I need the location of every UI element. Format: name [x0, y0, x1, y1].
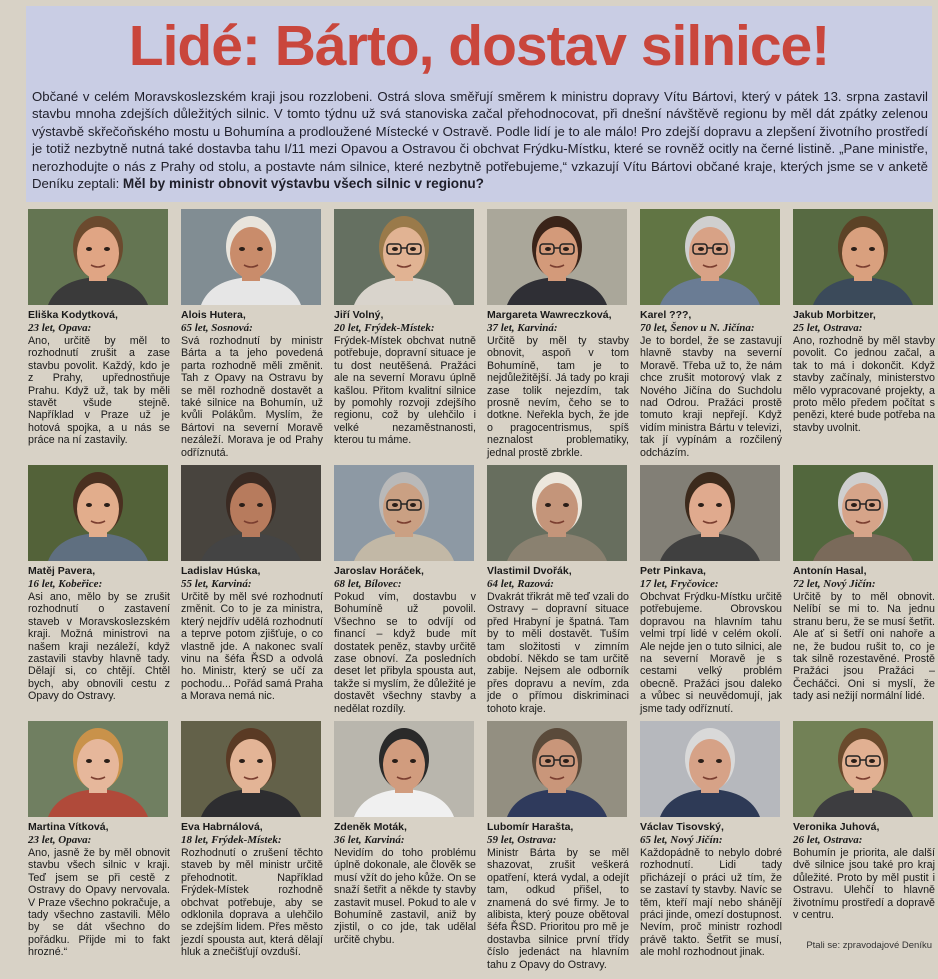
- person-photo: [181, 465, 321, 561]
- person-age-place: 25 let, Ostrava:: [793, 322, 863, 334]
- article-header: [26, 6, 932, 202]
- person-answer: Nevidím do toho problému úplně dokonale, ale člověk se musí vžít do jeho kůže. On se snaží šetřit a někde ty stavby zastavit musel. Pokud to ale v Bohumíně zastavil, aniž by zjistil, o co jde, tak udělal určitě chybu.: [334, 847, 476, 946]
- person-age-place: 23 let, Opava:: [28, 322, 92, 334]
- person-answer: Svá rozhodnutí by ministr Bárta a ta jeho povedená parta rozhodně měli změnit. Tah z Opavy na Ostravu by se měl rozhodně dostavět a také silnice na Bohumín, už kvůli Polákům. Myslím, že Bártovi na severní Moravě nezáleží. Morava je od Prahy odříznutá.: [181, 335, 323, 459]
- person-name: Matěj Pavera,: [28, 565, 96, 577]
- person-name: Eva Habrnálová,: [181, 821, 263, 833]
- person-age-place: 72 let, Nový Jičín:: [793, 578, 876, 590]
- person-photo: [487, 721, 627, 817]
- person-age-place: 36 let, Karviná:: [334, 834, 405, 846]
- person-name: Jakub Morbitzer,: [793, 309, 876, 321]
- person-age-place: 64 let, Razová:: [487, 578, 554, 590]
- person-name: Veronika Juhová,: [793, 821, 880, 833]
- person-name: Eliška Kodytková,: [28, 309, 118, 321]
- person-photo: [28, 465, 168, 561]
- person-age-place: 68 let, Bílovec:: [334, 578, 402, 590]
- person-name: Zdeněk Moták,: [334, 821, 407, 833]
- person-answer: Ano, jasně že by měl obnovit stavbu všech silnic v kraji. Teď jsem se při cestě z Ostravy do Opavy nervovala. V Praze všechno pokračuje, a tady všechno zastavili. Mělo by se dát všechno do pořádku. Přijde mi to fakt hrozné.“: [28, 847, 170, 959]
- person-photo: [28, 721, 168, 817]
- person-name: Václav Tisovský,: [640, 821, 724, 833]
- person-age-place: 18 let, Frýdek-Místek:: [181, 834, 282, 846]
- person-photo: [793, 209, 933, 305]
- person-name: Antonín Hasal,: [793, 565, 867, 577]
- person-age-place: 20 let, Frýdek-Místek:: [334, 322, 435, 334]
- person-photo: [181, 209, 321, 305]
- person-name: Margareta Wawreczková,: [487, 309, 612, 321]
- person-age-place: 16 let, Kobeřice:: [28, 578, 103, 590]
- person-name: Petr Pinkava,: [640, 565, 706, 577]
- person-age-place: 70 let, Šenov u N. Jičína:: [640, 322, 755, 334]
- person-name: Alois Hutera,: [181, 309, 246, 321]
- person-answer: Rozhodnutí o zrušení těchto staveb by měl ministr určitě přehodnotit. Například Frýdek-Místek rozhodně obchvat potřebuje, aby se odklonila doprava a ulehčilo se zdejším lidem. Přes město jezdí spousta aut, která dělají hluk a znečišťují ovzduší.: [181, 847, 323, 959]
- person-age-place: 37 let, Karviná:: [487, 322, 558, 334]
- person-answer: Určitě by měl své rozhodnutí změnit. Co to je za ministra, který nejdřív udělá rozhodnutí a teprve potom zjišťuje, o co vlastně jde. A nakonec svalí vinu na šéfa ŘSD a odvolá ho. Ministr, který se učí za pochodu... Pořád samá Praha a Morava nemá nic.: [181, 591, 323, 703]
- person-age-place: 65 let, Nový Jičín:: [640, 834, 723, 846]
- person-photo: [640, 465, 780, 561]
- person-answer: Dvakrát třikrát mě teď vzali do Ostravy – dopravní situace před Hrabyní je špatná. Tam by to měli dostavět. Tuším tam složitosti v zimním období. Někdo se tam určitě zabije. Nejsem ale odborník přes dopravu a nevím, zda jde o přímou diskriminaci tohoto kraje.: [487, 591, 629, 715]
- person-age-place: 26 let, Ostrava:: [793, 834, 863, 846]
- person-photo: [181, 721, 321, 817]
- person-answer: Je to bordel, že se zastavují hlavně stavby na severní Moravě. Třeba už to, že nám chce zrušit motorový vlak z Nového Jičína do Suchdolu nad Odrou. Pražáci prostě tomuto kraji nepřejí. Když vidím ministra Bártu v televizi, tak jí vypínám a rozčilený odcházím.: [640, 335, 782, 459]
- survey-question: Měl by ministr obnovit výstavbu všech silnic v regionu?: [122, 176, 484, 192]
- person-name: Jaroslav Horáček,: [334, 565, 424, 577]
- person-answer: Ministr Bárta by se měl shazovat, zrušit veškerá opatření, která vydal, a odejít tam, odkud přišel, to znamená do své firmy. Je to alibista, který pouze obětoval šéfa ŘSD. Prioritou pro mě je dostavba silnice první třídy číslo jedenáct na hlavním tahu z Opavy do Ostravy.: [487, 847, 629, 971]
- headline: Lidé: Bárto, dostav silnice!: [128, 14, 830, 78]
- person-name: Martina Vítková,: [28, 821, 109, 833]
- person-answer: Určitě by to měl obnovit. Nelíbí se mi to. Na jednu stranu beru, že se musí šetřit. Ale ať si šetří oni nahoře a ne, že budou rušit to, co je tak silně rozestavěné. Prostě Pražáci jsou Pražáci – Čecháčci. Oni si myslí, že tady asi nežijí normální lidé.: [793, 591, 935, 703]
- person-answer: Obchvat Frýdku-Místku určitě potřebujeme. Obrovskou dopravou na hlavním tahu velmi trpí lidé v celém okolí. Ale nejde jen o tuto silnici, ale na severní Moravě je s cestami velký problém obecně. Pražáci jsou daleko a vůbec si neuvědomují, jak jsme tady odříznutí.: [640, 591, 782, 715]
- person-photo: [334, 209, 474, 305]
- lead-paragraph: [32, 88, 928, 192]
- person-answer: Bohumín je priorita, ale další dvě silnice jsou také pro kraj důležité. Proto by měl pustit i Ostravu. Ulehčí to hlavně životnímu prostředí a dopravě v centru.: [793, 847, 935, 922]
- person-answer: Ano, rozhodně by měl stavby povolit. Co jednou začal, a tak to má i dokončit. Když stavby začínaly, ministerstvo mělo vypracované projekty, a proto mělo předem počítat s penězi, které bude potřeba na stavby uvolnit.: [793, 335, 936, 434]
- lead-text: Občané v celém Moravskoslezském kraji jsou rozzlobeni. Ostrá slova směřují směrem k ministru dopravy Vítu Bártovi, který v pátek 13. srpna zastavil stavbu mnoha zdejších důležitých silnic. V tomto týdnu už svá stanoviska začal přehodnocovat, při dnešní návštěvě regionu by měl dát zpátky zelenou výstavbě skřečoňského mostu u Bohumína a prodloužené Místecké v Ostravě. Podle lidí je to ale málo! Pro zdejší dopravu a zlepšení životního prostředí je totiž nezbytně nutná také dostavba tahu I/11 mezi Opavou a Ostravou či obchvat Frýdku-Místku, které se rovněž ocitly na černé listině. „Pane ministře, nerozhodujte o nás z Prahy od stolu, a postavte nám silnice, které nezbytně potřebujeme,“ vzkazují Vítu Bártovi občané kraje, kterých jsme se v anketě Deníku zeptali:: [32, 89, 928, 192]
- person-photo: [28, 209, 168, 305]
- person-answer: Ano, určitě by měl to rozhodnutí zrušit a zase stavbu povolit. Každý, kdo je z Prahy, upřednostňuje Prahu. Když už, tak by měli stavět všude stejně. Například v Praze už je hotová spojka, a u nás se práce na ní zastavily.: [28, 335, 170, 447]
- credit-line: Ptali se: zpravodajové Deníku: [806, 940, 932, 951]
- person-age-place: 17 let, Fryčovice:: [640, 578, 719, 590]
- person-name: Karel ???,: [640, 309, 692, 321]
- person-photo: [334, 465, 474, 561]
- person-photo: [640, 209, 780, 305]
- person-name: Jiří Volný,: [334, 309, 384, 321]
- person-answer: Frýdek-Místek obchvat nutně potřebuje, dopravní situace je tu dost neutěšená. Pražáci ale na severní Moravu úplně kašlou. Přitom kvalitní silnice by pomohly rozvoji zdejšího regionu, což by ulehčilo i velké nezaměstnanosti, kterou tu máme.: [334, 335, 476, 447]
- person-age-place: 65 let, Sosnová:: [181, 322, 253, 334]
- person-name: Lubomír Harašta,: [487, 821, 574, 833]
- person-photo: [334, 721, 474, 817]
- person-answer: Určitě by měl ty stavby obnovit, aspoň v tom Bohumíně, tam je to nejdůležitější. Já tady po kraji zase tolik nejezdím, tak prosně nevím, čeho se to dotkne. Neřekla bych, že jde o pragocentrismus, spíš neznalost problematiky, jednal prostě zbrkle.: [487, 335, 629, 459]
- person-name: Vlastimil Dvořák,: [487, 565, 572, 577]
- person-photo: [487, 209, 627, 305]
- person-name: Ladislav Húska,: [181, 565, 261, 577]
- person-answer: Každopádně to nebylo dobré rozhodnutí. Lidi tady přicházejí o práci už tím, že se zastaví ty stavby. Navíc se těm, kteří mají nebo shánějí práci jinde, omezí dostupnost. Nevím, proč ministr rozhodl právě takto. Šetřit se musí, ale mohl rozhodnout jinak.: [640, 847, 782, 959]
- person-photo: [487, 465, 627, 561]
- person-photo: [793, 721, 933, 817]
- person-answer: Pokud vím, dostavbu v Bohumíně už povolil. Všechno se to odvíjí od financí – když bude mít dostatek peněz, stavby určitě zase obnoví. Za posledních deset let přibyla spousta aut, takže si myslím, že důležité je dostavět všechny stavby a nedělat rozdíly.: [334, 591, 476, 715]
- person-answer: Asi ano, mělo by se zrušit rozhodnutí o zastavení staveb v Moravskoslezském kraji. Možná ministrovi na našem kraji nezáleží, když zastavili stavby hlavně tady. Dělají si, co chtějí. Chtěl bych, aby obnovili cestu z Opavy do Ostravy.: [28, 591, 170, 703]
- person-age-place: 55 let, Karviná:: [181, 578, 252, 590]
- person-photo: [793, 465, 933, 561]
- person-age-place: 23 let, Opava:: [28, 834, 92, 846]
- person-age-place: 59 let, Ostrava:: [487, 834, 557, 846]
- person-photo: [640, 721, 780, 817]
